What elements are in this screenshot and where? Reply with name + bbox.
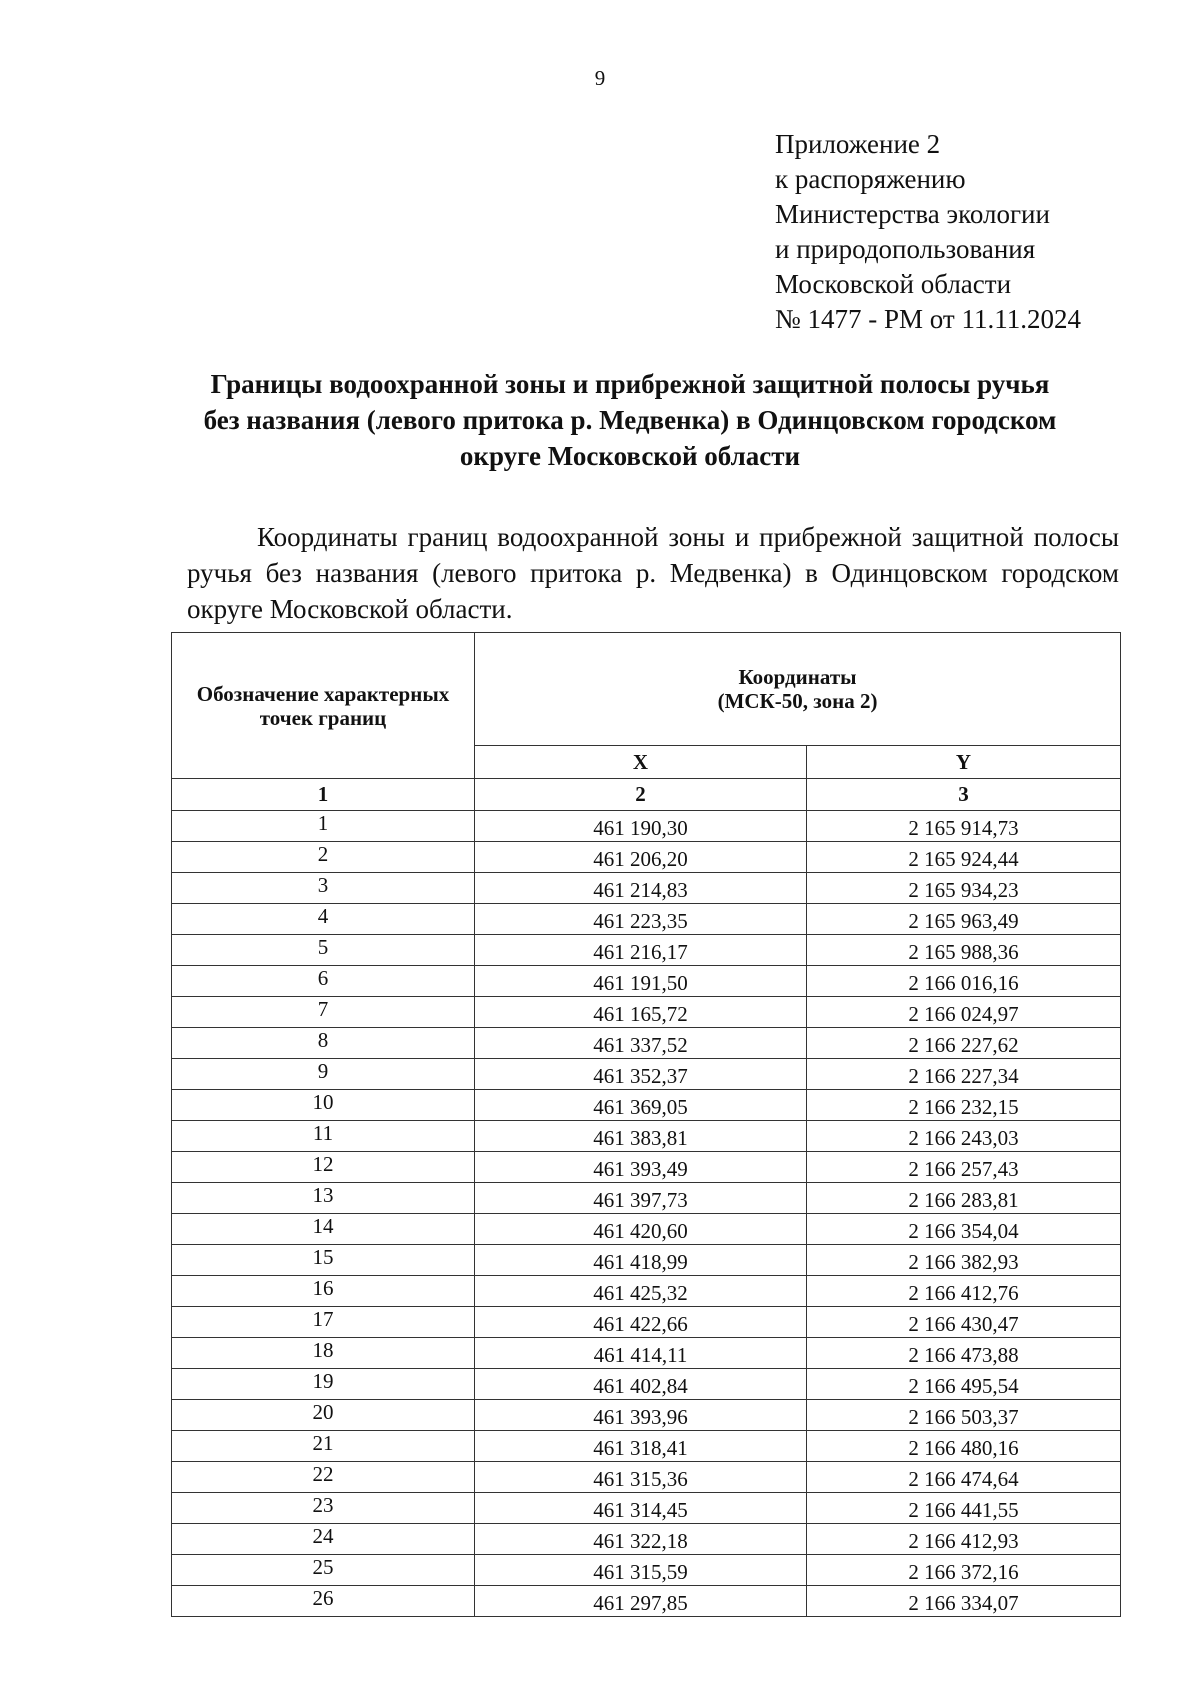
table-row bbox=[172, 873, 1121, 904]
x-coordinate-cell: 461 393,96 bbox=[475, 1400, 807, 1431]
point-number-cell: 11 bbox=[172, 1121, 475, 1152]
table-row bbox=[172, 1400, 1121, 1431]
x-coordinate-cell: 461 223,35 bbox=[475, 904, 807, 935]
x-coordinate-cell: 461 206,20 bbox=[475, 842, 807, 873]
point-number-cell: 17 bbox=[172, 1307, 475, 1338]
x-coordinate-cell: 461 318,41 bbox=[475, 1431, 807, 1462]
x-coordinate-cell: 461 418,99 bbox=[475, 1245, 807, 1276]
table-row bbox=[172, 842, 1121, 873]
table-row bbox=[172, 1338, 1121, 1369]
y-coordinate-cell: 2 166 412,76 bbox=[807, 1276, 1121, 1307]
y-coordinate-cell: 2 166 495,54 bbox=[807, 1369, 1121, 1400]
table-row bbox=[172, 1152, 1121, 1183]
appendix-line: Министерства экологии bbox=[775, 199, 1050, 229]
table-row bbox=[172, 935, 1121, 966]
page-number: 9 bbox=[594, 66, 606, 90]
y-coordinate-cell: 2 166 227,62 bbox=[807, 1028, 1121, 1059]
x-coordinate-cell: 461 337,52 bbox=[475, 1028, 807, 1059]
point-number-cell: 3 bbox=[172, 873, 475, 904]
x-coordinate-cell: 461 352,37 bbox=[475, 1059, 807, 1090]
point-number-cell: 1 bbox=[172, 811, 475, 842]
point-number-cell: 20 bbox=[172, 1400, 475, 1431]
appendix-line: Приложение 2 bbox=[775, 129, 941, 159]
x-coordinate-cell: 461 315,59 bbox=[475, 1555, 807, 1586]
point-number-cell: 24 bbox=[172, 1524, 475, 1555]
intro-paragraph: Координаты границ водоохранной зоны и прибрежной защитной полосы ручья без названия (левого притока р. Медвенка) в Одинцовском городском округе Московской области. bbox=[187, 522, 1119, 624]
point-number-cell: 5 bbox=[172, 935, 475, 966]
header-points-line1: Обозначение характерных bbox=[196, 681, 450, 706]
x-coordinate-cell: 461 393,49 bbox=[475, 1152, 807, 1183]
y-coordinate-cell: 2 166 257,43 bbox=[807, 1152, 1121, 1183]
point-number-cell: 18 bbox=[172, 1338, 475, 1369]
x-coordinate-cell: 461 397,73 bbox=[475, 1183, 807, 1214]
y-coordinate-cell: 2 165 988,36 bbox=[807, 935, 1121, 966]
table-row bbox=[172, 1431, 1121, 1462]
y-coordinate-cell: 2 166 024,97 bbox=[807, 997, 1121, 1028]
x-coordinate-cell: 461 414,11 bbox=[475, 1338, 807, 1369]
table-row bbox=[172, 1524, 1121, 1555]
table-row bbox=[172, 997, 1121, 1028]
header-coordinates-line1: Координаты bbox=[738, 665, 857, 689]
title-line: Границы водоохранной зоны и прибрежной защитной полосы ручья bbox=[210, 369, 1050, 399]
point-number-cell: 13 bbox=[172, 1183, 475, 1214]
x-coordinate-cell: 461 216,17 bbox=[475, 935, 807, 966]
point-number-cell: 8 bbox=[172, 1028, 475, 1059]
x-coordinate-cell: 461 322,18 bbox=[475, 1524, 807, 1555]
y-coordinate-cell: 2 165 924,44 bbox=[807, 842, 1121, 873]
appendix-line: № 1477 - РМ от 11.11.2024 bbox=[775, 304, 1081, 334]
table-row bbox=[172, 1555, 1121, 1586]
x-coordinate-cell: 461 369,05 bbox=[475, 1090, 807, 1121]
x-coordinate-cell: 461 165,72 bbox=[475, 997, 807, 1028]
point-number-cell: 23 bbox=[172, 1493, 475, 1524]
y-coordinate-cell: 2 166 430,47 bbox=[807, 1307, 1121, 1338]
x-coordinate-cell: 461 191,50 bbox=[475, 966, 807, 997]
x-coordinate-cell: 461 315,36 bbox=[475, 1462, 807, 1493]
point-number-cell: 10 bbox=[172, 1090, 475, 1121]
table-row bbox=[172, 1245, 1121, 1276]
column-number: 3 bbox=[807, 779, 1121, 811]
table-body bbox=[172, 811, 1121, 1617]
table-row bbox=[172, 966, 1121, 997]
header-x: X bbox=[475, 746, 807, 779]
table-row bbox=[172, 1059, 1121, 1090]
x-coordinate-cell: 461 314,45 bbox=[475, 1493, 807, 1524]
column-number: 1 bbox=[172, 779, 475, 811]
y-coordinate-cell: 2 166 480,16 bbox=[807, 1431, 1121, 1462]
header-points-line2: точек границ bbox=[259, 705, 387, 730]
x-coordinate-cell: 461 402,84 bbox=[475, 1369, 807, 1400]
table-row bbox=[172, 1090, 1121, 1121]
appendix-line: Московской области bbox=[775, 269, 1012, 299]
x-coordinate-cell: 461 297,85 bbox=[475, 1586, 807, 1617]
point-number-cell: 15 bbox=[172, 1245, 475, 1276]
table-row bbox=[172, 904, 1121, 935]
appendix-block bbox=[775, 127, 1081, 337]
point-number-cell: 12 bbox=[172, 1152, 475, 1183]
point-number-cell: 6 bbox=[172, 966, 475, 997]
table-row bbox=[172, 1462, 1121, 1493]
column-number: 2 bbox=[475, 779, 807, 811]
y-coordinate-cell: 2 166 232,15 bbox=[807, 1090, 1121, 1121]
point-number-cell: 21 bbox=[172, 1431, 475, 1462]
point-number-cell: 22 bbox=[172, 1462, 475, 1493]
x-coordinate-cell: 461 190,30 bbox=[475, 811, 807, 842]
x-coordinate-cell: 461 420,60 bbox=[475, 1214, 807, 1245]
table-row bbox=[172, 1307, 1121, 1338]
point-number-cell: 19 bbox=[172, 1369, 475, 1400]
y-coordinate-cell: 2 166 412,93 bbox=[807, 1524, 1121, 1555]
table-row bbox=[172, 1586, 1121, 1617]
table-row bbox=[172, 1214, 1121, 1245]
appendix-line: и природопользования bbox=[775, 234, 1036, 264]
y-coordinate-cell: 2 166 354,04 bbox=[807, 1214, 1121, 1245]
y-coordinate-cell: 2 166 334,07 bbox=[807, 1586, 1121, 1617]
title-line: округе Московской области bbox=[459, 441, 801, 471]
header-coordinates bbox=[475, 633, 1121, 746]
table-row bbox=[172, 811, 1121, 842]
x-coordinate-cell: 461 422,66 bbox=[475, 1307, 807, 1338]
y-coordinate-cell: 2 166 227,34 bbox=[807, 1059, 1121, 1090]
table-row bbox=[172, 1028, 1121, 1059]
x-coordinate-cell: 461 383,81 bbox=[475, 1121, 807, 1152]
header-y: Y bbox=[807, 746, 1121, 779]
point-number-cell: 7 bbox=[172, 997, 475, 1028]
point-number-cell: 25 bbox=[172, 1555, 475, 1586]
header-points bbox=[172, 633, 475, 779]
coordinates-table bbox=[171, 632, 1121, 1617]
point-number-cell: 14 bbox=[172, 1214, 475, 1245]
y-coordinate-cell: 2 166 016,16 bbox=[807, 966, 1121, 997]
x-coordinate-cell: 461 214,83 bbox=[475, 873, 807, 904]
table-row bbox=[172, 1276, 1121, 1307]
point-number-cell: 26 bbox=[172, 1586, 475, 1617]
point-number-cell: 2 bbox=[172, 842, 475, 873]
y-coordinate-cell: 2 166 372,16 bbox=[807, 1555, 1121, 1586]
point-number-cell: 16 bbox=[172, 1276, 475, 1307]
y-coordinate-cell: 2 166 473,88 bbox=[807, 1338, 1121, 1369]
x-coordinate-cell: 461 425,32 bbox=[475, 1276, 807, 1307]
y-coordinate-cell: 2 165 934,23 bbox=[807, 873, 1121, 904]
table-row bbox=[172, 1183, 1121, 1214]
y-coordinate-cell: 2 165 914,73 bbox=[807, 811, 1121, 842]
document-title bbox=[170, 366, 1090, 474]
header-coordinates-line2: (МСК-50, зона 2) bbox=[717, 689, 878, 713]
title-line: без названия (левого притока р. Медвенка) в Одинцовском городском bbox=[203, 405, 1057, 435]
table-row bbox=[172, 1493, 1121, 1524]
table-row bbox=[172, 1369, 1121, 1400]
y-coordinate-cell: 2 166 283,81 bbox=[807, 1183, 1121, 1214]
y-coordinate-cell: 2 166 441,55 bbox=[807, 1493, 1121, 1524]
point-number-cell: 4 bbox=[172, 904, 475, 935]
table-row bbox=[172, 1121, 1121, 1152]
y-coordinate-cell: 2 166 474,64 bbox=[807, 1462, 1121, 1493]
y-coordinate-cell: 2 166 503,37 bbox=[807, 1400, 1121, 1431]
appendix-line: к распоряжению bbox=[775, 164, 966, 194]
point-number-cell: 9 bbox=[172, 1059, 475, 1090]
y-coordinate-cell: 2 166 243,03 bbox=[807, 1121, 1121, 1152]
y-coordinate-cell: 2 166 382,93 bbox=[807, 1245, 1121, 1276]
y-coordinate-cell: 2 165 963,49 bbox=[807, 904, 1121, 935]
